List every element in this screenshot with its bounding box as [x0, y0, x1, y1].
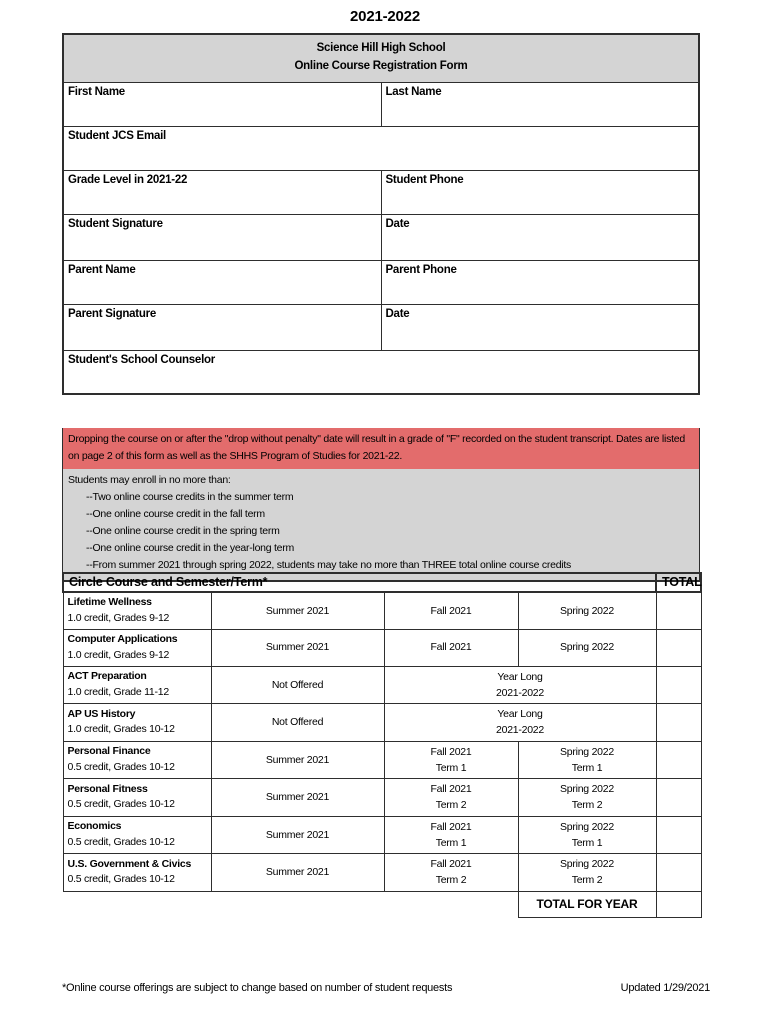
course-name-cell [63, 629, 211, 666]
list-item: --One online course credit in the fall term [86, 508, 265, 520]
course-name-cell [63, 779, 211, 817]
table-row [63, 629, 701, 666]
course-detail: 0.5 credit, Grades 10-12 [67, 873, 175, 886]
course-detail: 1.0 credit, Grade 11-12 [67, 685, 169, 698]
spring-term-label: Term 1 [571, 836, 603, 849]
course-detail: 1.0 credit, Grades 10-12 [67, 723, 175, 736]
parent-name-field[interactable]: Parent Name [63, 260, 381, 304]
total-for-year-row [63, 891, 701, 917]
enrollment-rules [63, 469, 699, 582]
course-title: Personal Fitness [67, 782, 148, 795]
spring-option[interactable] [518, 854, 656, 892]
summer-option[interactable]: Summer 2021 [211, 741, 384, 779]
parent-signature-field[interactable]: Parent Signature [63, 304, 381, 350]
course-detail: 1.0 credit, Grades 9-12 [67, 611, 170, 624]
course-title: AP US History [67, 707, 136, 720]
course-title: U.S. Government & Civics [67, 857, 192, 870]
fall-label: Fall 2021 [430, 783, 472, 796]
parent-phone-field[interactable]: Parent Phone [381, 260, 699, 304]
page-title: 2021-2022 [350, 8, 420, 25]
table-row [63, 779, 701, 817]
table-row [63, 816, 701, 854]
course-selection-table [62, 572, 702, 918]
circle-course-label: Circle Course and Semester/Term* [63, 573, 656, 592]
last-name-field[interactable]: Last Name [381, 82, 699, 126]
table-row [63, 592, 701, 629]
spring-option[interactable] [518, 779, 656, 817]
summer-option[interactable]: Summer 2021 [211, 592, 384, 629]
first-name-field[interactable]: First Name [63, 82, 381, 126]
total-input-cell[interactable] [656, 592, 701, 629]
fall-label: Fall 2021 [430, 858, 472, 871]
course-title: Personal Finance [67, 745, 151, 758]
course-name-cell [63, 854, 211, 892]
list-item: --From summer 2021 through spring 2022, students may take no more than THREE total online course credits [86, 559, 572, 571]
footer-note: *Online course offerings are subject to change based on number of student requests [62, 982, 453, 994]
summer-option[interactable]: Summer 2021 [211, 629, 384, 666]
table-row [63, 126, 699, 170]
spring-term-label: Term 1 [571, 761, 603, 774]
parent-date-field[interactable]: Date [381, 304, 699, 350]
fall-option[interactable]: Fall 2021 [384, 629, 518, 666]
total-column-header: TOTAL [656, 573, 701, 592]
course-name-cell [63, 666, 211, 704]
fall-option[interactable] [384, 854, 518, 892]
course-title: Lifetime Wellness [67, 596, 152, 608]
year-long-option[interactable] [384, 704, 656, 742]
fall-option[interactable] [384, 816, 518, 854]
fall-option[interactable] [384, 741, 518, 779]
spring-option[interactable]: Spring 2022 [518, 629, 656, 666]
course-detail: 0.5 credit, Grades 10-12 [67, 835, 175, 848]
course-detail: 1.0 credit, Grades 9-12 [67, 648, 170, 661]
course-name-cell [63, 704, 211, 742]
course-detail: 0.5 credit, Grades 10-12 [67, 798, 175, 811]
course-name-cell [63, 592, 211, 629]
total-input-cell[interactable] [656, 741, 701, 779]
course-name-cell [63, 816, 211, 854]
spring-label: Spring 2022 [560, 820, 614, 833]
counselor-field[interactable]: Student's School Counselor [63, 350, 699, 394]
table-row [63, 854, 701, 892]
summer-option[interactable]: Summer 2021 [211, 779, 384, 817]
table-row [63, 741, 701, 779]
year-long-option[interactable] [384, 666, 656, 704]
student-signature-field[interactable]: Student Signature [63, 214, 381, 260]
school-name: Science Hill High School [316, 42, 446, 54]
table-row [63, 260, 699, 304]
total-input-cell[interactable] [656, 629, 701, 666]
student-info-form [62, 33, 700, 395]
course-title: ACT Preparation [67, 670, 147, 683]
spring-label: Spring 2022 [560, 745, 614, 758]
table-row [63, 170, 699, 214]
footer [62, 982, 710, 994]
student-date-field[interactable]: Date [381, 214, 699, 260]
table-row [63, 214, 699, 260]
spring-label: Spring 2022 [560, 858, 614, 871]
table-row [63, 704, 701, 742]
table-row [63, 666, 701, 704]
list-item: --One online course credit in the year-long term [86, 542, 295, 554]
summer-option[interactable]: Not Offered [211, 704, 384, 742]
fall-term-label: Term 2 [435, 874, 467, 887]
enrollment-rules-intro: Students may enroll in no more than: [68, 474, 231, 486]
form-name: Online Course Registration Form [294, 59, 468, 72]
notice-block [62, 428, 700, 582]
table-row [63, 82, 699, 126]
total-input-cell[interactable] [656, 816, 701, 854]
student-email-field[interactable]: Student JCS Email [63, 126, 699, 170]
year-long-label: Year Long [497, 708, 543, 721]
summer-option[interactable]: Summer 2021 [211, 854, 384, 892]
course-title: Computer Applications [67, 632, 178, 645]
table-row [63, 304, 699, 350]
spring-option[interactable] [518, 741, 656, 779]
summer-option[interactable]: Summer 2021 [211, 816, 384, 854]
student-phone-field[interactable]: Student Phone [381, 170, 699, 214]
total-for-year-input[interactable] [656, 891, 701, 917]
summer-option[interactable]: Not Offered [211, 666, 384, 704]
list-item: --Two online course credits in the summer term [86, 491, 294, 503]
year-long-years: 2021-2022 [496, 686, 544, 699]
fall-term-label: Term 1 [435, 761, 467, 774]
form-header-row [63, 34, 699, 82]
course-detail: 0.5 credit, Grades 10-12 [67, 760, 175, 773]
total-input-cell[interactable] [656, 854, 701, 892]
spacer-cell [63, 891, 211, 917]
course-table-header-row [63, 573, 701, 592]
spring-option[interactable] [518, 816, 656, 854]
spring-term-label: Term 2 [571, 874, 603, 887]
fall-option[interactable]: Fall 2021 [384, 592, 518, 629]
list-item: --One online course credit in the spring term [86, 525, 280, 537]
fall-option[interactable] [384, 779, 518, 817]
total-input-cell[interactable] [656, 666, 701, 704]
footer-updated: Updated 1/29/2021 [620, 982, 710, 994]
year-long-years: 2021-2022 [496, 724, 544, 737]
form-header-cell [63, 34, 699, 82]
year-long-label: Year Long [497, 670, 543, 683]
table-row [63, 350, 699, 394]
fall-label: Fall 2021 [430, 745, 472, 758]
fall-term-label: Term 2 [435, 799, 467, 812]
spacer-cell [211, 891, 384, 917]
spacer-cell [384, 891, 518, 917]
spring-label: Spring 2022 [560, 783, 614, 796]
total-input-cell[interactable] [656, 704, 701, 742]
total-input-cell[interactable] [656, 779, 701, 817]
total-for-year-label: TOTAL FOR YEAR [518, 891, 656, 917]
fall-label: Fall 2021 [430, 820, 472, 833]
spring-option[interactable]: Spring 2022 [518, 592, 656, 629]
course-title: Economics [67, 820, 122, 833]
fall-term-label: Term 1 [435, 836, 467, 849]
grade-level-field[interactable]: Grade Level in 2021-22 [63, 170, 381, 214]
course-name-cell [63, 741, 211, 779]
drop-penalty-warning: Dropping the course on or after the "drop without penalty" date will result in a grade of "F" recorded on the student transcript. Dates are listed on page 2 of this form as well as the SHHS Program of Studies for 2021-22. [63, 428, 699, 469]
spring-term-label: Term 2 [571, 799, 603, 812]
